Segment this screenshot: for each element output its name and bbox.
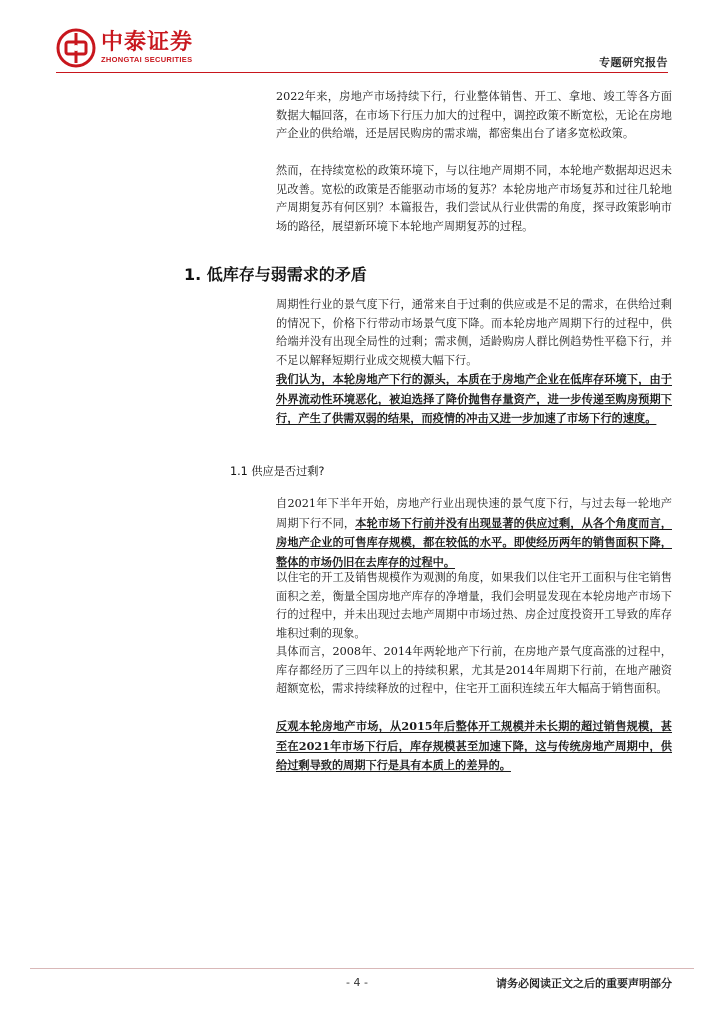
logo-chinese-name: 中泰证券 [101, 30, 194, 55]
section-1-heading: 1. 低库存与弱需求的矛盾 [184, 265, 367, 284]
section-1-1-paragraph-3: 具体而言，2008年、2014年两轮地产下行前，在房地产景气度高涨的过程中，库存都经历了三四年以上的持续积累，尤其是2014年周期下行前，在地产融资超额宽松，需求持续释放的过程中，住宅开工面积连续五年大幅高于销售面积。 [276, 645, 672, 695]
section-1-1-p1-bold: 本轮市场下行前并没有出现显著的供应过剩，从各个角度而言，房地产企业的可售库存规模，都在较低的水平。即使经历两年的销售面积下降，整体的市场仍旧在去库存的过程中。 [276, 515, 672, 569]
footer-divider [30, 968, 694, 969]
section-1-1-paragraph-1 [276, 495, 672, 572]
logo-english-name: ZHONGTAI SECURITIES [101, 55, 193, 64]
intro-paragraph-1: 2022年来，房地产市场持续下行，行业整体销售、开工、拿地、竣工等各方面数据大幅回落，在市场下行压力加大的过程中，调控政策不断宽松，无论在房地产企业的供给端，还是居民购房的需求端，都密集出台了诸多宽松政策。 [276, 90, 672, 140]
section-1-key-view [276, 370, 672, 429]
section-1-1-p4-bold: 反观本轮房地产市场，从2015年后整体开工规模并未长期的超过销售规模，甚至在2021年市场下行后，库存规模甚至加速下降，这与传统房地产周期中，供给过剩导致的周期下行是具有本质上的差异的。 [276, 719, 672, 772]
section-1-1-p1-normal: 自2021年下半年开始，房地产行业出现快速的景气度下行，与过去每一轮地产周期下行不同， [276, 497, 672, 530]
company-logo [56, 28, 193, 68]
page-header [0, 0, 724, 80]
intro-paragraph-2: 然而，在持续宽松的政策环境下，与以往地产周期不同，本轮地产数据却迟迟未见改善。宽松的政策是否能驱动市场的复苏？本轮房地产市场复苏和过往几轮地产周期复苏有何区别？本篇报告，我们尝试从行业供需的角度，探寻政策影响市场的路径，展望新环境下本轮地产周期复苏的过程。 [276, 164, 672, 233]
section-1-1-paragraph-2: 以住宅的开工及销售规模作为观测的角度，如果我们以住宅开工面积与住宅销售面积之差，衡量全国房地产库存的净增量，我们会明显发现在本轮房地产市场下行的过程中，并未出现过去地产周期中市场过热、房企过度投资开工导致的库存堆积过剩的现象。 [276, 571, 672, 640]
report-type-label: 专题研究报告 [599, 56, 668, 69]
header-divider [56, 72, 668, 73]
section-1-key-view-text: 我们认为，本轮房地产下行的源头，本质在于房地产企业在低库存环境下，由于外界流动性环境恶化，被迫选择了降价抛售存量资产，进一步传递至购房预期下行，产生了供需双弱的结果，而疫情的冲击又进一步加速了市场下行的速度。 [276, 372, 672, 425]
footer-disclaimer: 请务必阅读正文之后的重要声明部分 [496, 977, 672, 990]
page-number: - 4 - [346, 976, 368, 989]
zhongtai-logo-icon [56, 28, 96, 68]
section-1-1-paragraph-4 [276, 717, 672, 776]
section-1-1-heading: 1.1 供应是否过剩? [230, 465, 325, 478]
section-1-paragraph-1: 周期性行业的景气度下行，通常来自于过剩的供应或是不足的需求，在供给过剩的情况下，价格下行带动市场景气度下降。而本轮房地产周期下行的过程中，供给端并没有出现全局性的过剩；需求侧，适龄购房人群比例趋势性平稳下行，并不足以解释短期行业成交规模大幅下行。 [276, 298, 672, 367]
